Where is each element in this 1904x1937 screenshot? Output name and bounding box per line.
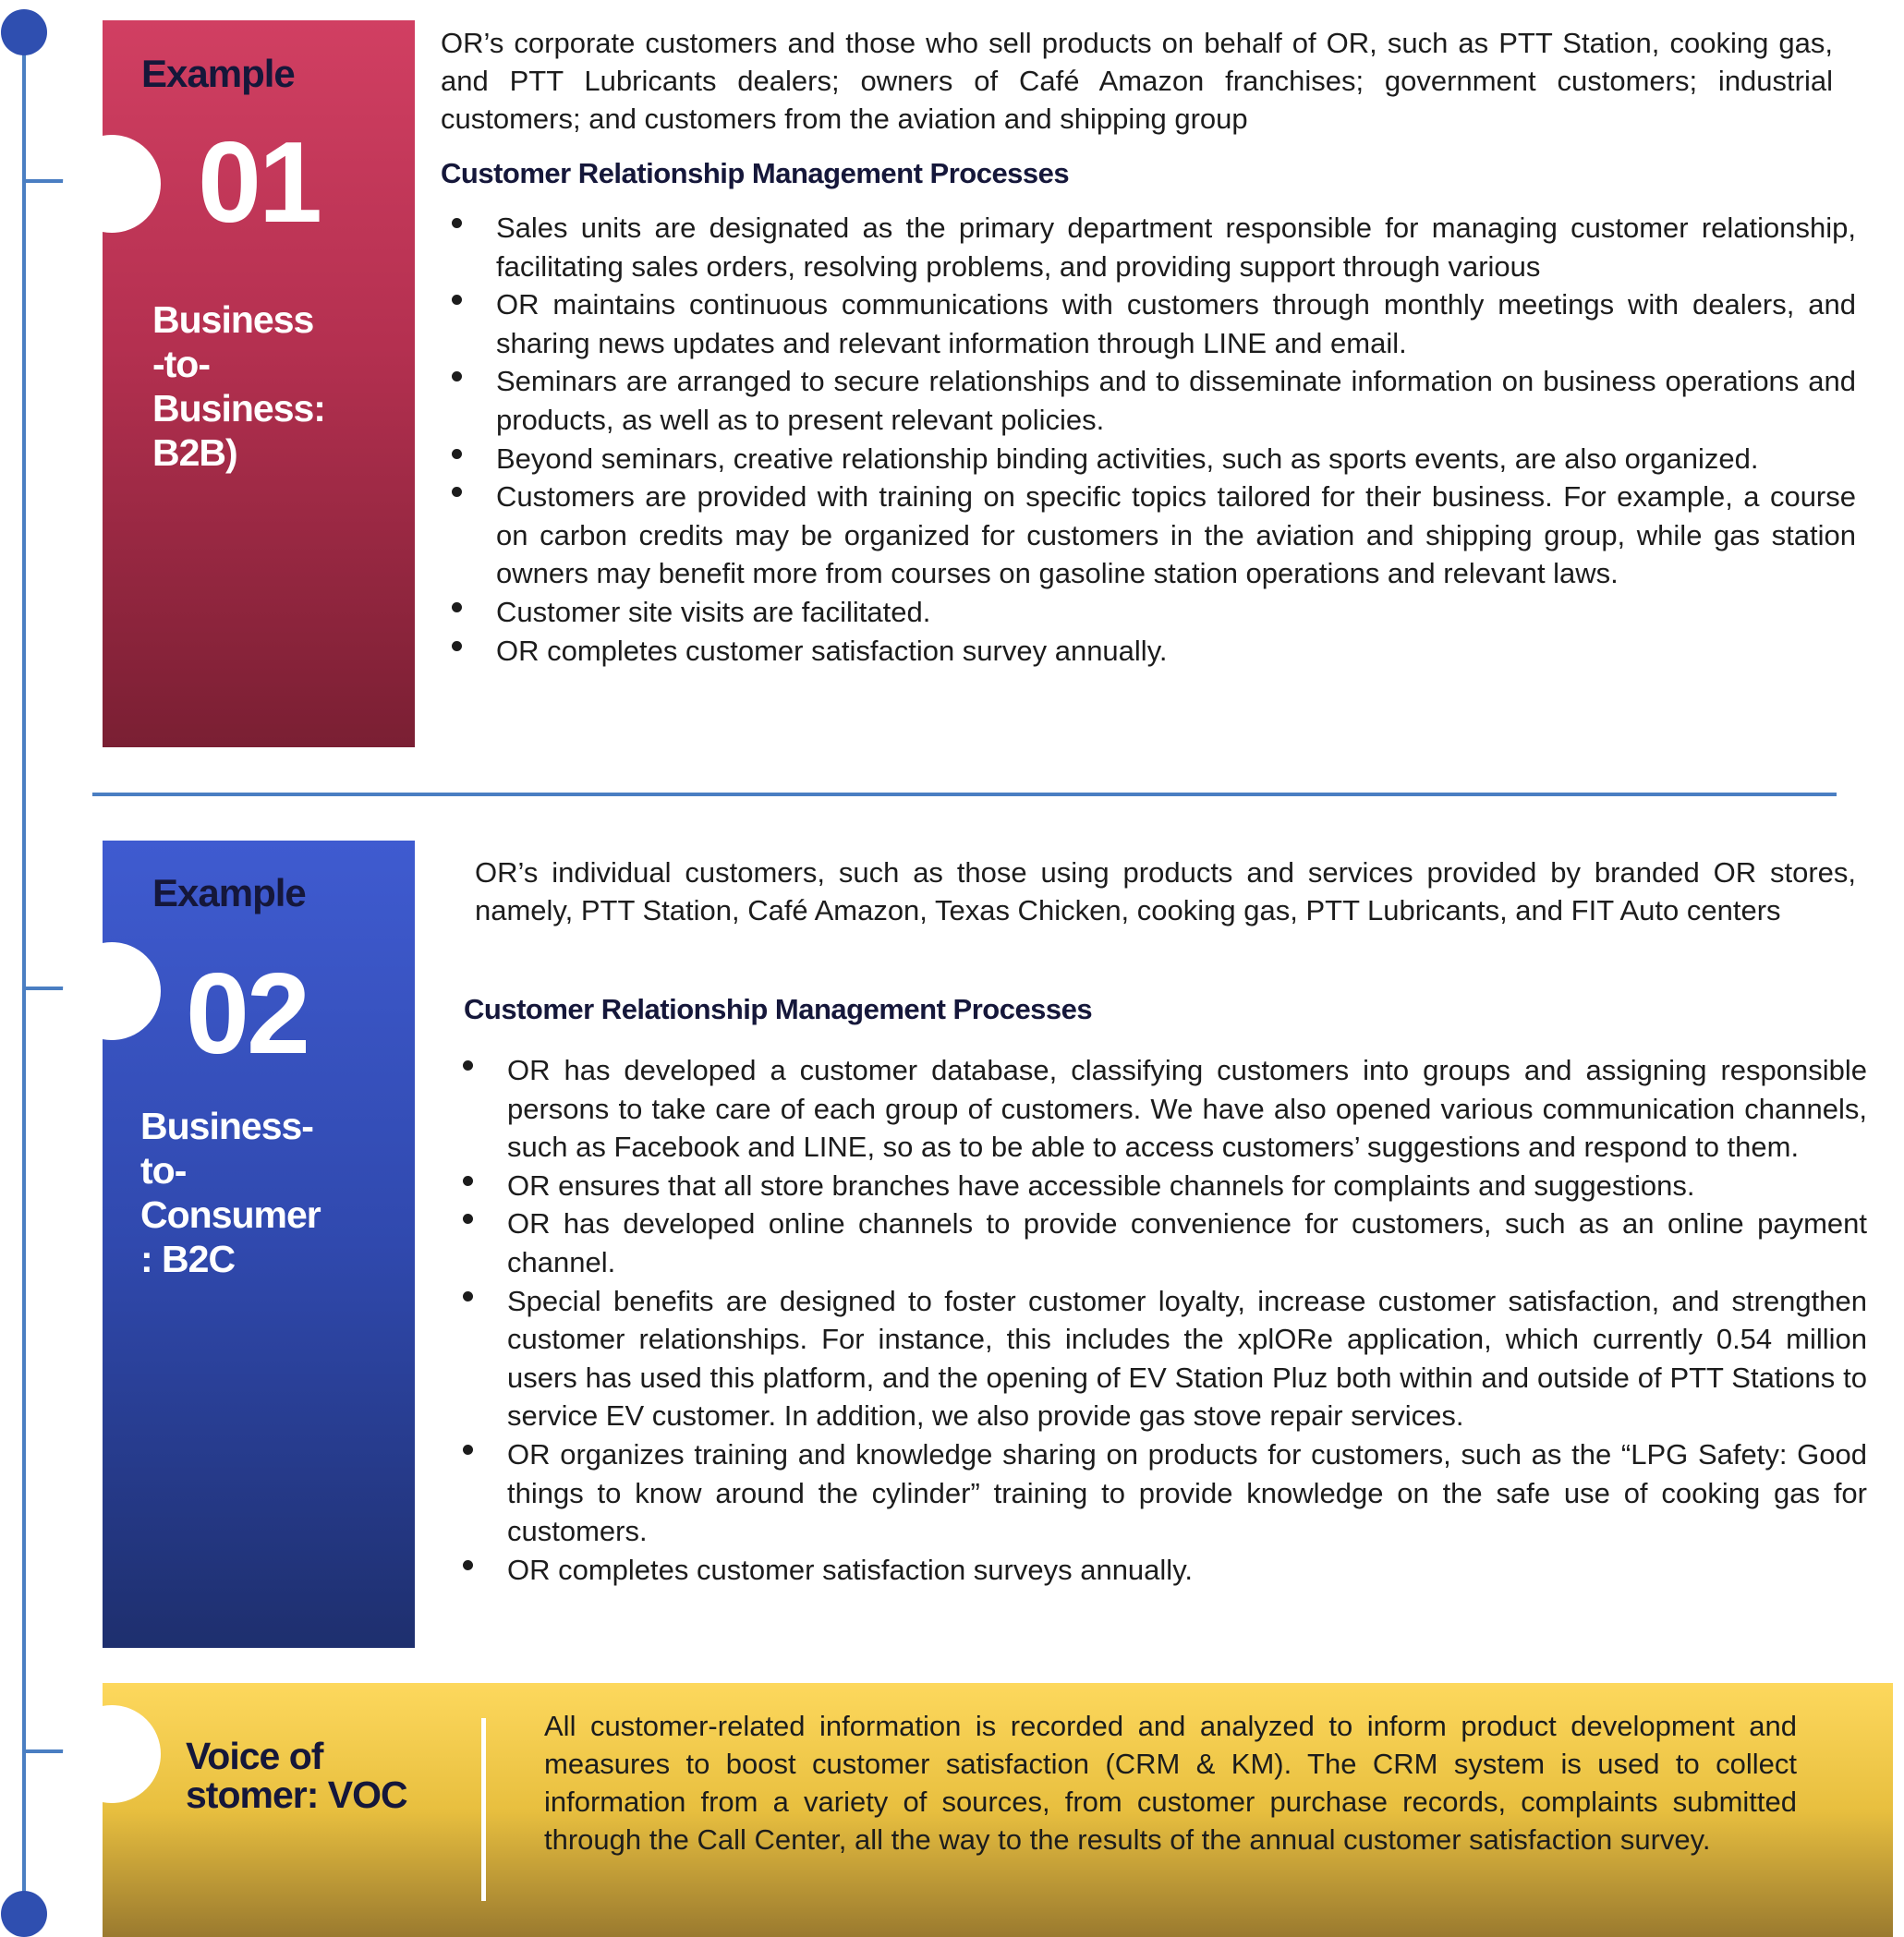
b2b-notch bbox=[63, 135, 161, 233]
timeline-tick-voc bbox=[24, 1749, 65, 1753]
b2b-title: Business -to- Business: B2B) bbox=[152, 298, 325, 474]
b2b-bullet-list bbox=[441, 209, 1856, 670]
b2b-crm-heading: Customer Relationship Management Processes bbox=[441, 157, 1070, 189]
timeline-tick-b2c bbox=[24, 987, 65, 990]
b2b-bullet-7: OR completes customer satisfaction survey annually. bbox=[441, 632, 1856, 671]
b2b-example-label: Example bbox=[141, 52, 295, 95]
b2c-bullet-3: OR has developed online channels to provide convenience for customers, such as an online payment channel. bbox=[452, 1205, 1867, 1281]
b2c-bullet-2: OR ensures that all store branches have accessible channels for complaints and suggestions. bbox=[452, 1167, 1867, 1205]
timeline-tick-b2b bbox=[24, 179, 65, 183]
timeline-dot-top bbox=[1, 9, 47, 55]
b2b-bullet-6: Customer site visits are facilitated. bbox=[441, 593, 1856, 632]
voc-text: All customer-related information is recorded and analyzed to inform product development and measures to boost customer satisfaction (CRM & KM). The CRM system is used to collect information from a variety of sources, from customer purchase records, complaints submitted through the Call Center, all the way to the results of the annual customer satisfaction survey. bbox=[544, 1710, 1797, 1856]
b2c-crm-heading: Customer Relationship Management Processes bbox=[464, 993, 1093, 1025]
b2c-bullet-list bbox=[452, 1051, 1867, 1589]
voc-notch bbox=[63, 1705, 161, 1803]
b2c-bullet-1: OR has developed a customer database, classifying customers into groups and assigning responsible persons to take care of each group of customers. We have also opened various communication channels, such as Facebook and LINE, so as to be able to access customers’ suggestions and respond to them. bbox=[452, 1051, 1867, 1167]
b2b-bullet-3: Seminars are arranged to secure relationships and to disseminate information on business operations and products, as well as to present relevant policies. bbox=[441, 362, 1856, 439]
b2c-bullet-6: OR completes customer satisfaction surveys annually. bbox=[452, 1551, 1867, 1590]
b2b-number: 01 bbox=[198, 119, 320, 247]
b2c-example-label: Example bbox=[152, 871, 306, 914]
section-divider bbox=[92, 793, 1837, 796]
b2b-bullet-1: Sales units are designated as the primary department responsible for managing customer relationship, facilitating sales orders, resolving problems, and providing support through various bbox=[441, 209, 1856, 285]
b2c-number: 02 bbox=[186, 950, 308, 1078]
b2c-title: Business- to- Consumer : B2C bbox=[140, 1105, 321, 1280]
b2b-intro: OR’s corporate customers and those who sell products on behalf of OR, such as PTT Station, cooking gas, and PTT Lubricants dealers; owners of Café Amazon franchises; government customers; industrial customers; and customers from the aviation and shipping group bbox=[441, 27, 1833, 135]
b2c-notch bbox=[63, 942, 161, 1040]
b2c-bullet-4: Special benefits are designed to foster customer loyalty, increase customer satisfaction, and strengthen customer relationships. For instance, this includes the xplORe application, which currently 0.54 million users has used this platform, and the opening of EV Station Pluz both within and outside of PTT Stations to service EV customer. In addition, we also provide gas stove repair services. bbox=[452, 1282, 1867, 1435]
timeline-line bbox=[22, 33, 26, 1904]
b2b-bullet-2: OR maintains continuous communications with customers through monthly meetings with dealers, and sharing news updates and relevant information through LINE and email. bbox=[441, 285, 1856, 362]
timeline-dot-bottom bbox=[1, 1891, 47, 1937]
voc-title: Voice of stomer: VOC bbox=[186, 1735, 407, 1816]
b2b-bullet-4: Beyond seminars, creative relationship binding activities, such as sports events, are also organized. bbox=[441, 440, 1856, 478]
b2c-intro: OR’s individual customers, such as those using products and services provided by branded OR stores, namely, PTT Station, Café Amazon, Texas Chicken, cooking gas, PTT Lubricants, and FIT Auto centers bbox=[475, 856, 1856, 926]
b2b-bullet-5: Customers are provided with training on specific topics tailored for their business. For example, a course on carbon credits may be organized for customers in the aviation and shipping group, while gas station owners may benefit more from courses on gasoline station operations and relevant laws. bbox=[441, 478, 1856, 593]
voc-divider-bar bbox=[481, 1718, 486, 1901]
b2c-bullet-5: OR organizes training and knowledge sharing on products for customers, such as the “LPG Safety: Good things to know around the cylinder” training to provide knowledge on the safe use of cooking gas for customers. bbox=[452, 1435, 1867, 1551]
